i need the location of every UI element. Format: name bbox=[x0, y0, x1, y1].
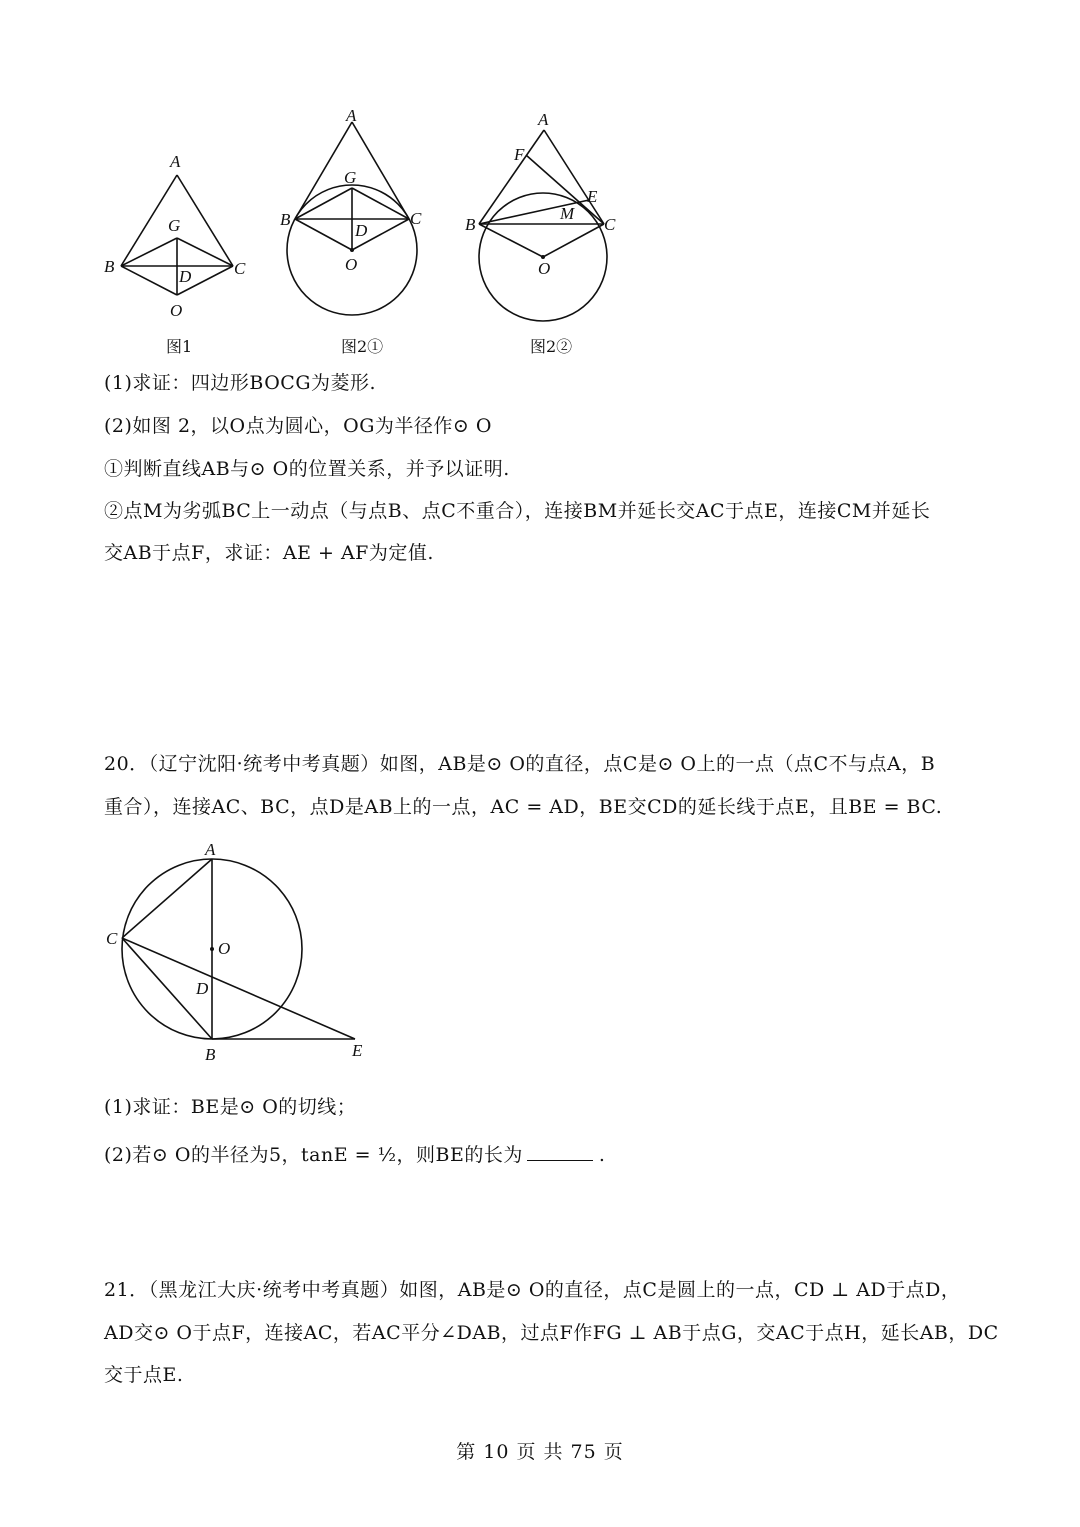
page-footer: 第 10 页 共 75 页 bbox=[456, 1441, 624, 1463]
label-B: B bbox=[104, 257, 115, 276]
label-D: D bbox=[196, 979, 209, 998]
figure-2a-caption: 图2① bbox=[341, 337, 384, 356]
q21-stem-line2: AD交⊙ O于点F，连接AC，若AC平分∠DAB，过点F作FG ⊥ AB于点G，交AC于点H，延长AB，DC bbox=[104, 1322, 999, 1344]
label-A: A bbox=[346, 106, 357, 125]
q21-stem-line3: 交于点E. bbox=[104, 1364, 184, 1386]
label-A: A bbox=[205, 840, 216, 859]
label-O: O bbox=[538, 259, 551, 278]
label-C: C bbox=[410, 209, 422, 228]
label-B: B bbox=[205, 1045, 216, 1064]
q20-part-2-end: . bbox=[598, 1144, 606, 1166]
label-G: G bbox=[344, 168, 357, 187]
label-D: D bbox=[355, 221, 368, 240]
label-E: E bbox=[352, 1041, 363, 1060]
label-D: D bbox=[179, 267, 192, 286]
q20-part-2-prefix: (2)若⊙ O的半径为5， bbox=[104, 1144, 302, 1166]
answer-blank[interactable] bbox=[527, 1144, 593, 1161]
label-C: C bbox=[234, 259, 246, 278]
label-G: G bbox=[168, 216, 181, 235]
q20-part-2-question: 则BE的长为 bbox=[416, 1144, 523, 1166]
q19-part-2-ii-line1: ②点M为劣弧BC上一动点（与点B、点C不重合），连接BM并延长交AC于点E，连接CM并延长 bbox=[104, 500, 931, 522]
q20-stem-line1: 20．（辽宁沈阳·统考中考真题）如图，AB是⊙ O的直径，点C是⊙ O上的一点（点C不与点A，B bbox=[104, 753, 936, 775]
q20-stem-line2: 重合），连接AC、BC，点D是AB上的一点，AC = AD，BE交CD的延长线于点E，且BE = BC. bbox=[104, 796, 943, 818]
label-A: A bbox=[538, 110, 549, 129]
figure-2b-caption: 图2② bbox=[530, 337, 573, 356]
q20-part-1: (1)求证：BE是⊙ O的切线； bbox=[104, 1096, 357, 1118]
label-O: O bbox=[170, 301, 183, 320]
figure-2a bbox=[275, 100, 435, 325]
q19-part-2-i: ①判断直线AB与⊙ O的位置关系，并予以证明. bbox=[104, 458, 510, 480]
q19-part-1: (1)求证：四边形BOCG为菱形. bbox=[104, 372, 377, 394]
label-O: O bbox=[345, 255, 358, 274]
label-F: F bbox=[514, 145, 525, 164]
q21-stem-line1: 21．（黑龙江大庆·统考中考真题）如图，AB是⊙ O的直径，点C是圆上的一点，CD ⊥ AD于点D， bbox=[104, 1279, 961, 1301]
label-O: O bbox=[218, 939, 231, 958]
label-E: E bbox=[587, 187, 598, 206]
label-M: M bbox=[560, 204, 575, 223]
label-C: C bbox=[604, 215, 616, 234]
tan-expression: tanE = ½， bbox=[301, 1144, 417, 1166]
label-C: C bbox=[106, 929, 118, 948]
label-B: B bbox=[280, 210, 291, 229]
label-A: A bbox=[170, 152, 181, 171]
q19-part-2-ii-line2: 交AB于点F，求证：AE + AF为定值. bbox=[104, 542, 434, 564]
figure-1 bbox=[100, 150, 260, 325]
figure-1-caption: 图1 bbox=[166, 337, 193, 356]
figure-q20 bbox=[100, 838, 380, 1068]
q20-part-2 bbox=[104, 1140, 605, 1167]
figure-2b bbox=[465, 105, 625, 325]
q19-part-2: (2)如图 2，以O点为圆心，OG为半径作⊙ O bbox=[104, 415, 492, 437]
label-B: B bbox=[465, 215, 476, 234]
